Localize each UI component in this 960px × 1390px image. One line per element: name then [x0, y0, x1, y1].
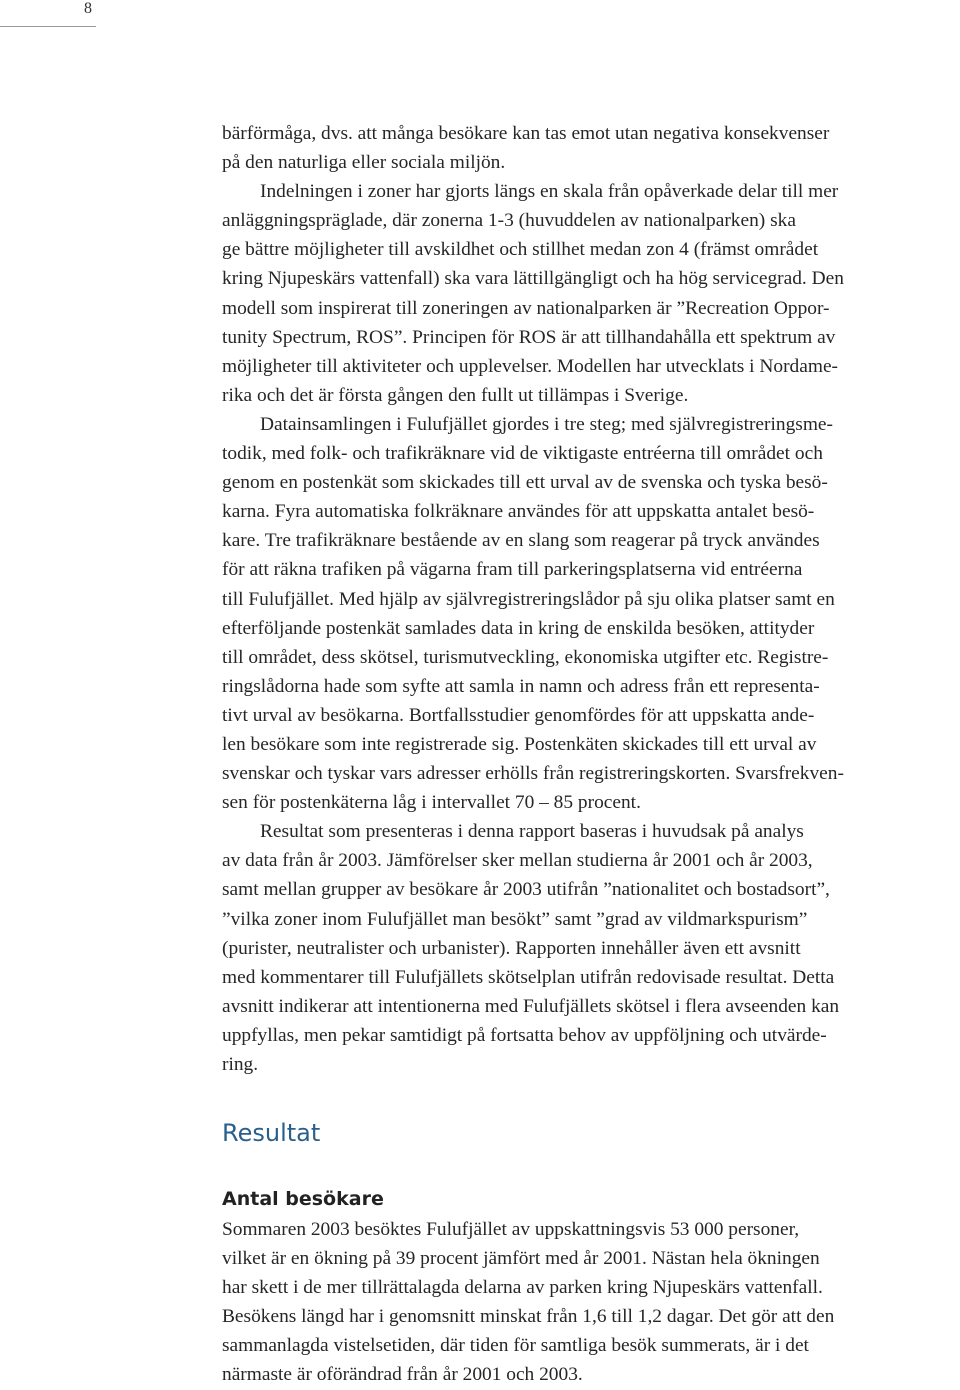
text-line: rika och det är första gången den fullt ut tillämpas i Sverige.: [222, 384, 689, 406]
body-text: [222, 119, 958, 1079]
text-line: vilket är en ökning på 39 procent jämfört med år 2001. Nästan hela ökningen: [222, 1248, 820, 1270]
text-line: Sommaren 2003 besöktes Fulufjället av uppskattningsvis 53 000 personer,: [222, 1219, 800, 1240]
section-body-text: [222, 1215, 958, 1390]
text-line: tunity Spectrum, ROS”. Principen för ROS är att tillhandahålla ett spektrum av: [222, 326, 836, 348]
text-line: tivt urval av besökarna. Bortfallsstudier genomfördes för att uppskatta ande-: [222, 704, 815, 726]
text-line: av data från år 2003. Jämförelser sker mellan studierna år 2001 och år 2003,: [222, 850, 813, 872]
text-line: modell som inspirerat till zoneringen av nationalparken är ”Recreation Oppor-: [222, 297, 830, 319]
text-line: till området, dess skötsel, turismutveckling, ekonomiska utgifter etc. Registre-: [222, 646, 829, 668]
text-line: bärförmåga, dvs. att många besökare kan tas emot utan negativa konsekvenser: [222, 123, 830, 144]
page-number: 8: [84, 0, 92, 17]
text-line: för att räkna trafiken på vägarna fram till parkeringsplatserna vid entréerna: [222, 559, 803, 581]
text-line: ”vilka zoner inom Fulufjället man besökt” samt ”grad av vildmarkspurism”: [222, 908, 808, 930]
text-line: todik, med folk- och trafikräknare vid de viktigaste entréerna till området och: [222, 443, 823, 465]
text-line: kare. Tre trafikräknare bestående av en slang som reagerar på tryck användes: [222, 530, 820, 552]
text-line: Besökens längd har i genomsnitt minskat från 1,6 till 1,2 dagar. Det gör att den: [222, 1306, 835, 1328]
subheading: Antal besökare: [222, 1188, 384, 1210]
text-line: uppfyllas, men pekar samtidigt på fortsatta behov av uppföljning och utvärde-: [222, 1024, 827, 1046]
section-heading: Resultat: [222, 1119, 321, 1147]
text-line: sammanlagda vistelsetiden, där tiden för samtliga besök summerats, är i det: [222, 1335, 809, 1357]
text-line: på den naturliga eller sociala miljön.: [222, 152, 506, 174]
text-line: avsnitt indikerar att intentionerna med Fulufjällets skötsel i flera avseenden kan: [222, 995, 840, 1017]
text-line: (purister, neutralister och urbanister). Rapporten innehåller även ett avsnitt: [222, 937, 801, 959]
text-line: samt mellan grupper av besökare år 2003 utifrån ”nationalitet och bostadsort”,: [222, 879, 830, 901]
text-line: anläggningspräglade, där zonerna 1-3 (huvuddelen av nationalparken) ska: [222, 210, 796, 232]
text-line: har skett i de mer tillrättalagda delarna av parken kring Njupeskärs vattenfall.: [222, 1277, 823, 1299]
text-line: närmaste är oförändrad från år 2001 och 2003.: [222, 1364, 583, 1386]
text-line: möjligheter till aktiviteter och upplevelser. Modellen har utvecklats i Nordame-: [222, 355, 839, 377]
text-line: kring Njupeskärs vattenfall) ska vara lättillgängligt och ha hög servicegrad. Den: [222, 268, 844, 290]
text-line: ringslådorna hade som syfte att samla in namn och adress från ett representa-: [222, 675, 820, 697]
text-line: till Fulufjället. Med hjälp av självregistreringslådor på sju olika platser samt en: [222, 588, 835, 610]
text-line: efterföljande postenkät samlades data in kring de enskilda besöken, attityder: [222, 617, 815, 639]
text-line: med kommentarer till Fulufjällets skötselplan utifrån redovisade resultat. Detta: [222, 966, 835, 988]
text-line: Resultat som presenteras i denna rapport baseras i huvudsak på analys: [260, 821, 804, 843]
text-line: len besökare som inte registrerade sig. Postenkäten skickades till ett urval av: [222, 733, 817, 755]
text-line: sen för postenkäterna låg i intervallet 70 – 85 procent.: [222, 792, 641, 814]
text-line: karna. Fyra automatiska folkräknare användes för att uppskatta antalet besö-: [222, 501, 815, 523]
text-line: ge bättre möjligheter till avskildhet och stillhet medan zon 4 (främst området: [222, 239, 819, 261]
text-line: Datainsamlingen i Fulufjället gjordes i tre steg; med självregistreringsme-: [260, 413, 833, 435]
header-rule: [0, 26, 96, 27]
text-line: ring.: [222, 1054, 259, 1075]
text-line: svenskar och tyskar vars adresser erhölls från registreringskorten. Svarsfrekven-: [222, 763, 844, 785]
text-line: genom en postenkät som skickades till ett urval av de svenska och tyska besö-: [222, 472, 828, 494]
text-line: Indelningen i zoner har gjorts längs en skala från opåverkade delar till mer: [260, 181, 839, 203]
